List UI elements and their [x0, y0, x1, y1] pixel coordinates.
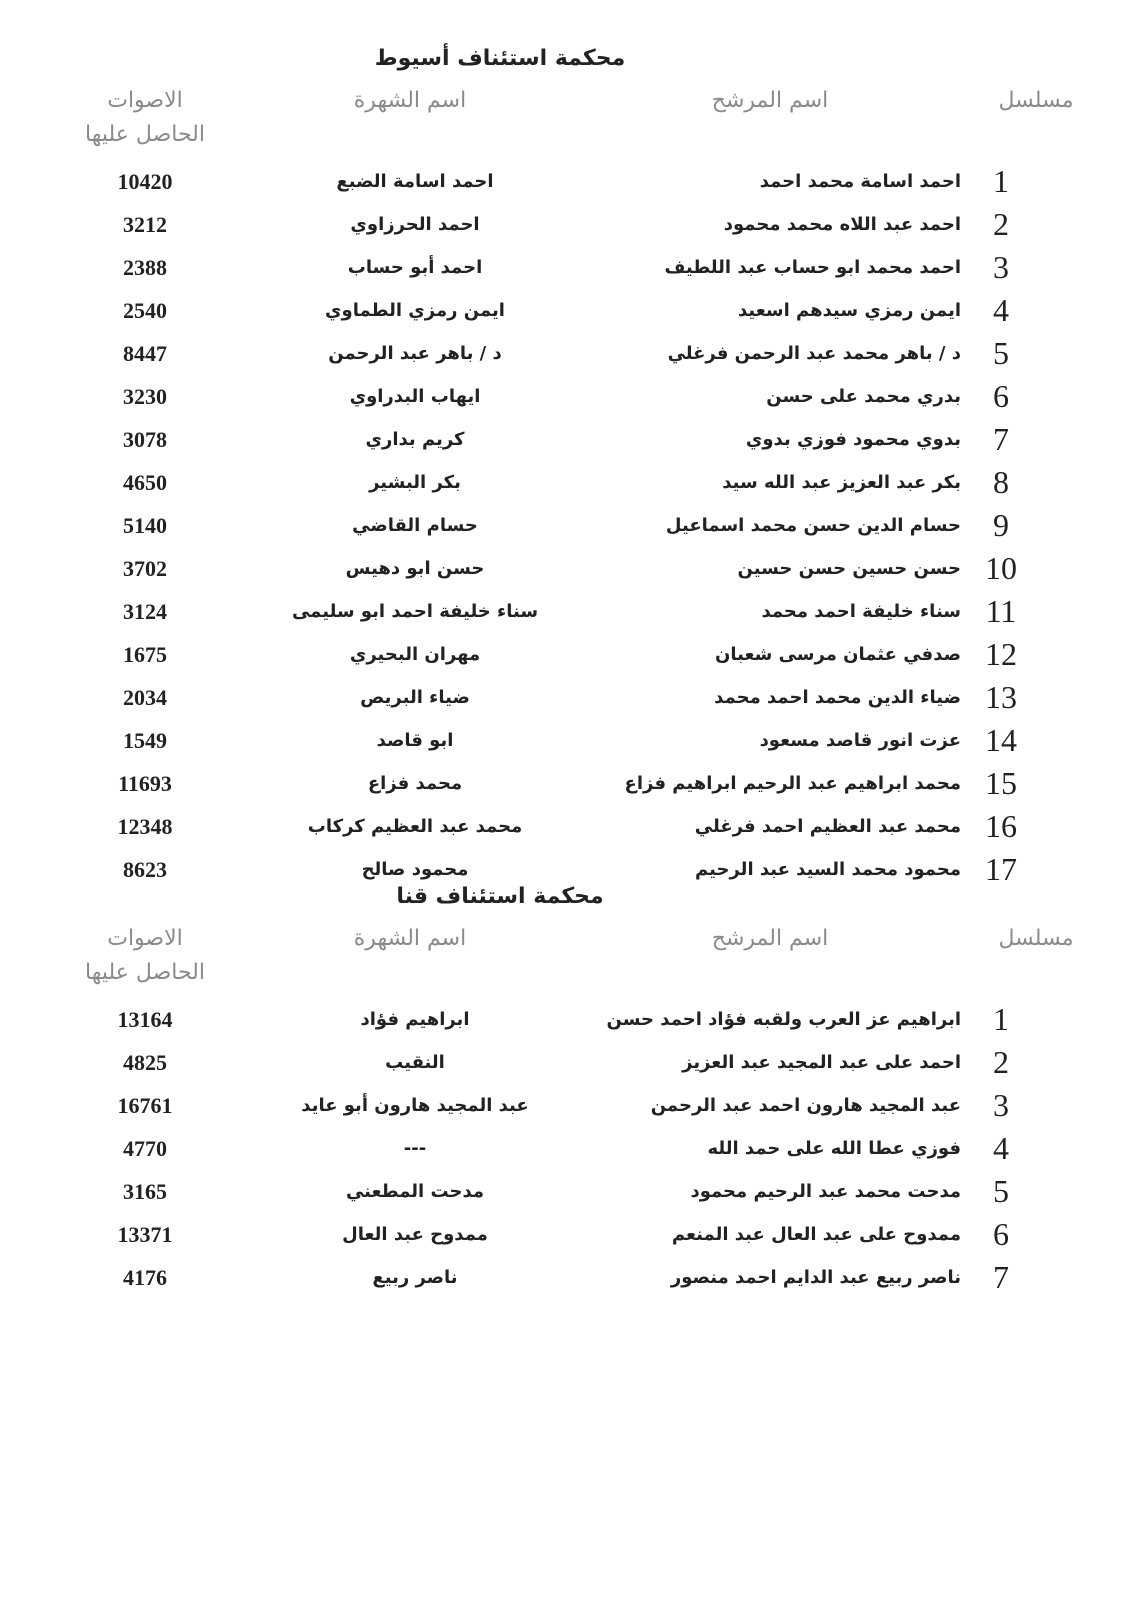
cell-fame-name: عبد المجيد هارون أبو عايد: [301, 1095, 529, 1116]
cell-serial: 6: [993, 1216, 1009, 1252]
table-row: [0, 1084, 1131, 1127]
cell-serial: 7: [993, 421, 1009, 457]
cell-serial: 4: [993, 292, 1009, 328]
cell-votes: 13371: [117, 1222, 173, 1247]
header-votes: [60, 84, 230, 152]
cell-serial: 16: [985, 808, 1017, 844]
cell-votes: 11693: [118, 771, 172, 796]
cell-candidate-name: عزت انور قاصد مسعود: [759, 730, 961, 751]
section-title: محكمة استئناف قنا: [396, 884, 604, 909]
cell-candidate-name: حسن حسين حسن حسين: [737, 558, 961, 579]
cell-serial: 2: [993, 1044, 1009, 1080]
cell-votes: 3124: [123, 599, 167, 624]
header-fame-name: اسم الشهرة: [353, 88, 467, 113]
cell-serial: 5: [993, 335, 1009, 371]
table-row: [0, 203, 1131, 246]
table-row: [0, 762, 1131, 805]
cell-candidate-name: ناصر ربيع عبد الدايم احمد منصور: [670, 1267, 961, 1288]
cell-candidate-name: احمد اسامة محمد احمد: [759, 171, 961, 192]
cell-votes: 3702: [123, 556, 167, 581]
cell-candidate-name: محمود محمد السيد عبد الرحيم: [695, 859, 961, 880]
table-row: [0, 1170, 1131, 1213]
cell-serial: 8: [993, 464, 1009, 500]
cell-candidate-name: ابراهيم عز العرب ولقبه فؤاد احمد حسن: [606, 1009, 961, 1030]
cell-candidate-name: سناء خليفة احمد محمد: [761, 601, 961, 622]
cell-fame-name: ممدوح عبد العال: [342, 1224, 488, 1245]
cell-fame-name: كريم بداري: [365, 429, 465, 450]
table-row: [0, 719, 1131, 762]
cell-votes: 8623: [123, 857, 167, 882]
cell-serial: 1: [993, 1001, 1009, 1037]
cell-candidate-name: ضياء الدين محمد احمد محمد: [714, 687, 961, 708]
table-row: [0, 504, 1131, 547]
cell-serial: 4: [993, 1130, 1009, 1166]
cell-candidate-name: احمد محمد ابو حساب عبد اللطيف: [664, 257, 961, 278]
table-row: [0, 246, 1131, 289]
cell-fame-name: ابو قاصد: [376, 730, 454, 751]
cell-candidate-name: احمد على عبد المجيد عبد العزيز: [682, 1052, 961, 1073]
cell-fame-name: محمود صالح: [361, 859, 469, 880]
cell-serial: 13: [985, 679, 1017, 715]
cell-fame-name: مهران البحيري: [349, 644, 481, 665]
table-row: [0, 418, 1131, 461]
cell-candidate-name: صدفي عثمان مرسى شعبان: [714, 644, 961, 665]
cell-fame-name: ابراهيم فؤاد: [360, 1009, 470, 1030]
cell-serial: 7: [993, 1259, 1009, 1295]
cell-fame-name: ---: [403, 1138, 427, 1159]
cell-fame-name: محمد فزاع: [367, 773, 463, 794]
header-serial: مسلسل: [998, 926, 1074, 951]
cell-fame-name: احمد أبو حساب: [347, 257, 483, 278]
table-row: [0, 1213, 1131, 1256]
cell-serial: 12: [985, 636, 1017, 672]
cell-fame-name: حسن ابو دهيس: [345, 558, 485, 579]
cell-candidate-name: احمد عبد اللاه محمد محمود: [723, 214, 961, 235]
cell-candidate-name: ممدوح على عبد العال عبد المنعم: [671, 1224, 961, 1245]
cell-candidate-name: محمد عبد العظيم احمد فرغلي: [694, 816, 961, 837]
table-row: [0, 461, 1131, 504]
cell-fame-name: احمد الحرزاوي: [350, 214, 480, 235]
cell-serial: 15: [985, 765, 1017, 801]
cell-votes: 3078: [123, 427, 167, 452]
cell-votes: 1675: [123, 642, 167, 667]
cell-fame-name: د / باهر عبد الرحمن: [328, 343, 502, 364]
cell-serial: 2: [993, 206, 1009, 242]
header-votes: [60, 922, 230, 990]
cell-candidate-name: بدري محمد على حسن: [766, 386, 961, 407]
header-fame-name: اسم الشهرة: [353, 926, 467, 951]
cell-votes: 8447: [123, 341, 167, 366]
cell-fame-name: سناء خليفة احمد ابو سليمى: [291, 601, 539, 622]
header-candidate-name: اسم المرشح: [711, 88, 829, 113]
cell-fame-name: النقيب: [385, 1052, 445, 1073]
cell-serial: 5: [993, 1173, 1009, 1209]
cell-votes: 4650: [123, 470, 167, 495]
cell-fame-name: ايمن رمزي الطماوي: [325, 300, 505, 321]
cell-votes: 2034: [123, 685, 167, 710]
cell-serial: 10: [985, 550, 1017, 586]
cell-serial: 17: [985, 851, 1017, 887]
cell-votes: 3165: [123, 1179, 167, 1204]
cell-serial: 3: [993, 1087, 1009, 1123]
cell-candidate-name: فوزي عطا الله على حمد الله: [707, 1138, 961, 1159]
table-row: [0, 1256, 1131, 1299]
table-row: [0, 547, 1131, 590]
cell-votes: 13164: [117, 1007, 173, 1032]
cell-serial: 14: [985, 722, 1017, 758]
cell-serial: 6: [993, 378, 1009, 414]
table-row: [0, 998, 1131, 1041]
cell-candidate-name: د / باهر محمد عبد الرحمن فرغلي: [667, 343, 961, 364]
cell-candidate-name: مدحت محمد عبد الرحيم محمود: [690, 1181, 961, 1202]
table-row: [0, 676, 1131, 719]
cell-votes: 4176: [123, 1265, 167, 1290]
table-row: [0, 1127, 1131, 1170]
header-serial: مسلسل: [998, 88, 1074, 113]
table-row: [0, 289, 1131, 332]
cell-serial: 9: [993, 507, 1009, 543]
header-votes-line2: الحاصل عليها: [85, 122, 205, 147]
cell-serial: 1: [993, 163, 1009, 199]
cell-candidate-name: ايمن رمزي سيدهم اسعيد: [737, 300, 961, 321]
header-votes-line1: الاصوات: [107, 926, 183, 951]
cell-fame-name: محمد عبد العظيم كركاب: [307, 816, 523, 837]
header-votes-line2: الحاصل عليها: [85, 960, 205, 985]
cell-votes: 2388: [123, 255, 167, 280]
cell-candidate-name: عبد المجيد هارون احمد عبد الرحمن: [650, 1095, 961, 1116]
cell-votes: 3212: [123, 212, 167, 237]
cell-fame-name: ضياء البريص: [360, 687, 470, 708]
table-row: [0, 332, 1131, 375]
cell-candidate-name: بكر عبد العزيز عبد الله سيد: [722, 472, 961, 493]
cell-votes: 16761: [117, 1093, 173, 1118]
cell-votes: 10420: [117, 169, 173, 194]
header-candidate-name: اسم المرشح: [711, 926, 829, 951]
cell-votes: 2540: [123, 298, 167, 323]
table-row: [0, 805, 1131, 848]
cell-fame-name: احمد اسامة الضبع: [336, 171, 494, 192]
cell-fame-name: مدحت المطعني: [345, 1181, 485, 1202]
cell-fame-name: حسام القاضي: [352, 515, 478, 536]
header-votes-line1: الاصوات: [107, 88, 183, 113]
cell-serial: 3: [993, 249, 1009, 285]
cell-votes: 3230: [123, 384, 167, 409]
table-row: [0, 590, 1131, 633]
table-row: [0, 1041, 1131, 1084]
cell-fame-name: بكر البشير: [369, 472, 461, 493]
cell-candidate-name: بدوي محمود فوزي بدوي: [745, 429, 961, 450]
cell-votes: 5140: [123, 513, 167, 538]
cell-fame-name: ايهاب البدراوي: [349, 386, 481, 407]
cell-candidate-name: محمد ابراهيم عبد الرحيم ابراهيم فزاع: [624, 773, 961, 794]
cell-votes: 4825: [123, 1050, 167, 1075]
table-row: [0, 160, 1131, 203]
cell-candidate-name: حسام الدين حسن محمد اسماعيل: [665, 515, 961, 536]
cell-votes: 4770: [123, 1136, 167, 1161]
table-row: [0, 375, 1131, 418]
cell-votes: 12348: [117, 814, 173, 839]
cell-serial: 11: [985, 593, 1017, 629]
table-row: [0, 633, 1131, 676]
section-title: محكمة استئناف أسيوط: [374, 46, 626, 71]
cell-votes: 1549: [123, 728, 167, 753]
cell-fame-name: ناصر ربيع: [372, 1267, 458, 1288]
